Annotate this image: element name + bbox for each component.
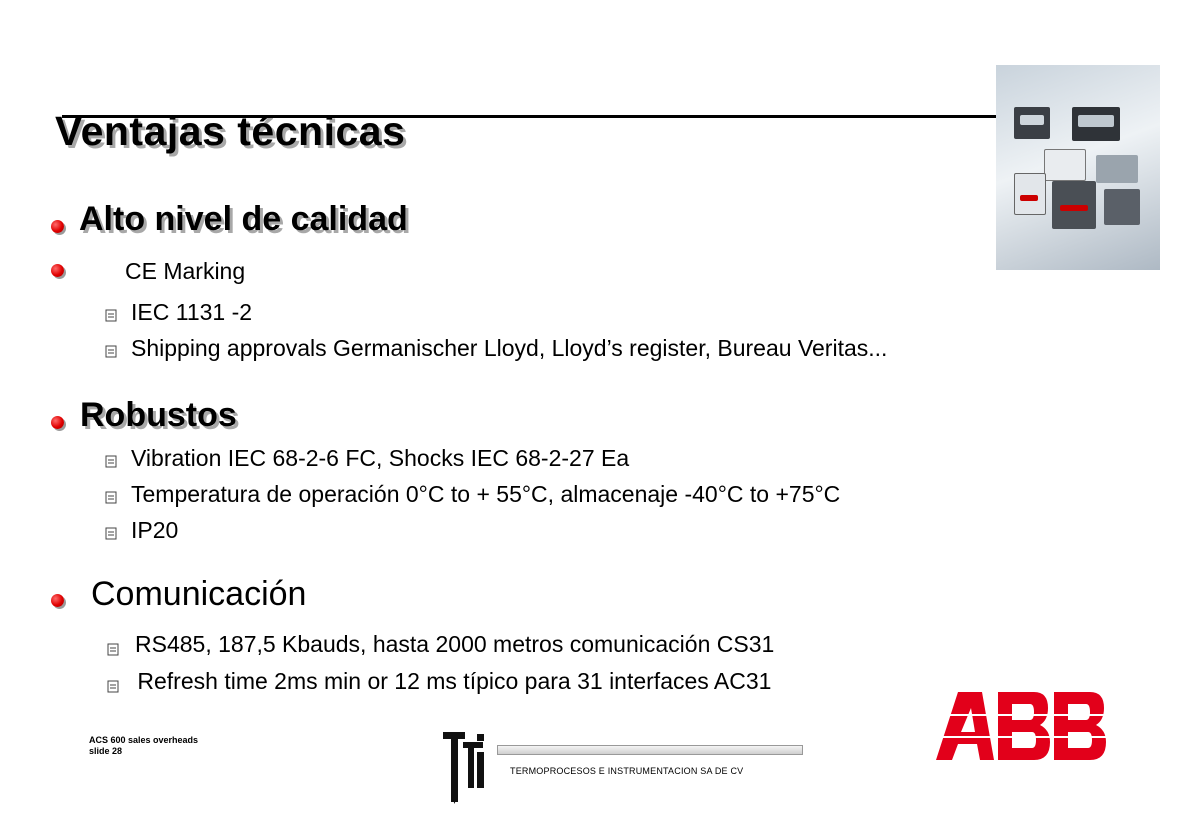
device-module — [1104, 189, 1140, 225]
footer-slide-number: slide 28 — [89, 746, 123, 756]
abb-logo — [936, 692, 1108, 760]
slide-title: Ventajas técnicas — [55, 108, 406, 154]
device-module — [1096, 155, 1138, 183]
checkbox-icon — [107, 643, 119, 656]
section-bullet — [51, 220, 64, 233]
device-module — [1014, 173, 1046, 215]
list-bullet — [51, 264, 64, 277]
footer-bar — [497, 745, 803, 755]
company-logo — [443, 732, 489, 804]
list-item: Vibration IEC 68-2-6 FC, Shocks IEC 68-2-27 Ea — [131, 445, 630, 471]
ce-marking-text: CE Marking — [125, 258, 246, 284]
checkbox-icon — [105, 455, 117, 468]
checkbox-icon — [105, 527, 117, 540]
section-heading-calidad: Alto nivel de calidad — [79, 200, 408, 238]
footer-title: ACS 600 sales overheads — [89, 735, 199, 745]
product-photo — [996, 65, 1160, 270]
device-module — [1044, 149, 1086, 181]
list-item: IEC 1131 -2 — [131, 299, 253, 325]
list-item: RS485, 187,5 Kbauds, hasta 2000 metros comunicación CS31 — [135, 631, 775, 657]
section-heading-robustos: Robustos — [80, 396, 237, 434]
list-item: Temperatura de operación 0°C to + 55°C, almacenaje -40°C to +75°C — [131, 481, 841, 507]
company-name: TERMOPROCESOS E INSTRUMENTACION SA DE CV — [510, 766, 744, 776]
section-bullet — [51, 416, 64, 429]
device-indicator — [1020, 195, 1038, 201]
device-label — [1020, 115, 1044, 125]
checkbox-icon — [105, 309, 117, 322]
device-label — [1078, 115, 1114, 127]
section-bullet — [51, 594, 64, 607]
list-item: Shipping approvals Germanischer Lloyd, Lloyd’s register, Bureau Veritas... — [131, 335, 888, 361]
checkbox-icon — [107, 680, 119, 693]
list-item: Refresh time 2ms min or 12 ms típico para 31 interfaces AC31 — [131, 668, 772, 694]
checkbox-icon — [105, 491, 117, 504]
list-item: IP20 — [131, 517, 179, 543]
section-heading-comunicacion: Comunicación — [91, 575, 307, 613]
checkbox-icon — [105, 345, 117, 358]
device-indicator — [1060, 205, 1088, 211]
